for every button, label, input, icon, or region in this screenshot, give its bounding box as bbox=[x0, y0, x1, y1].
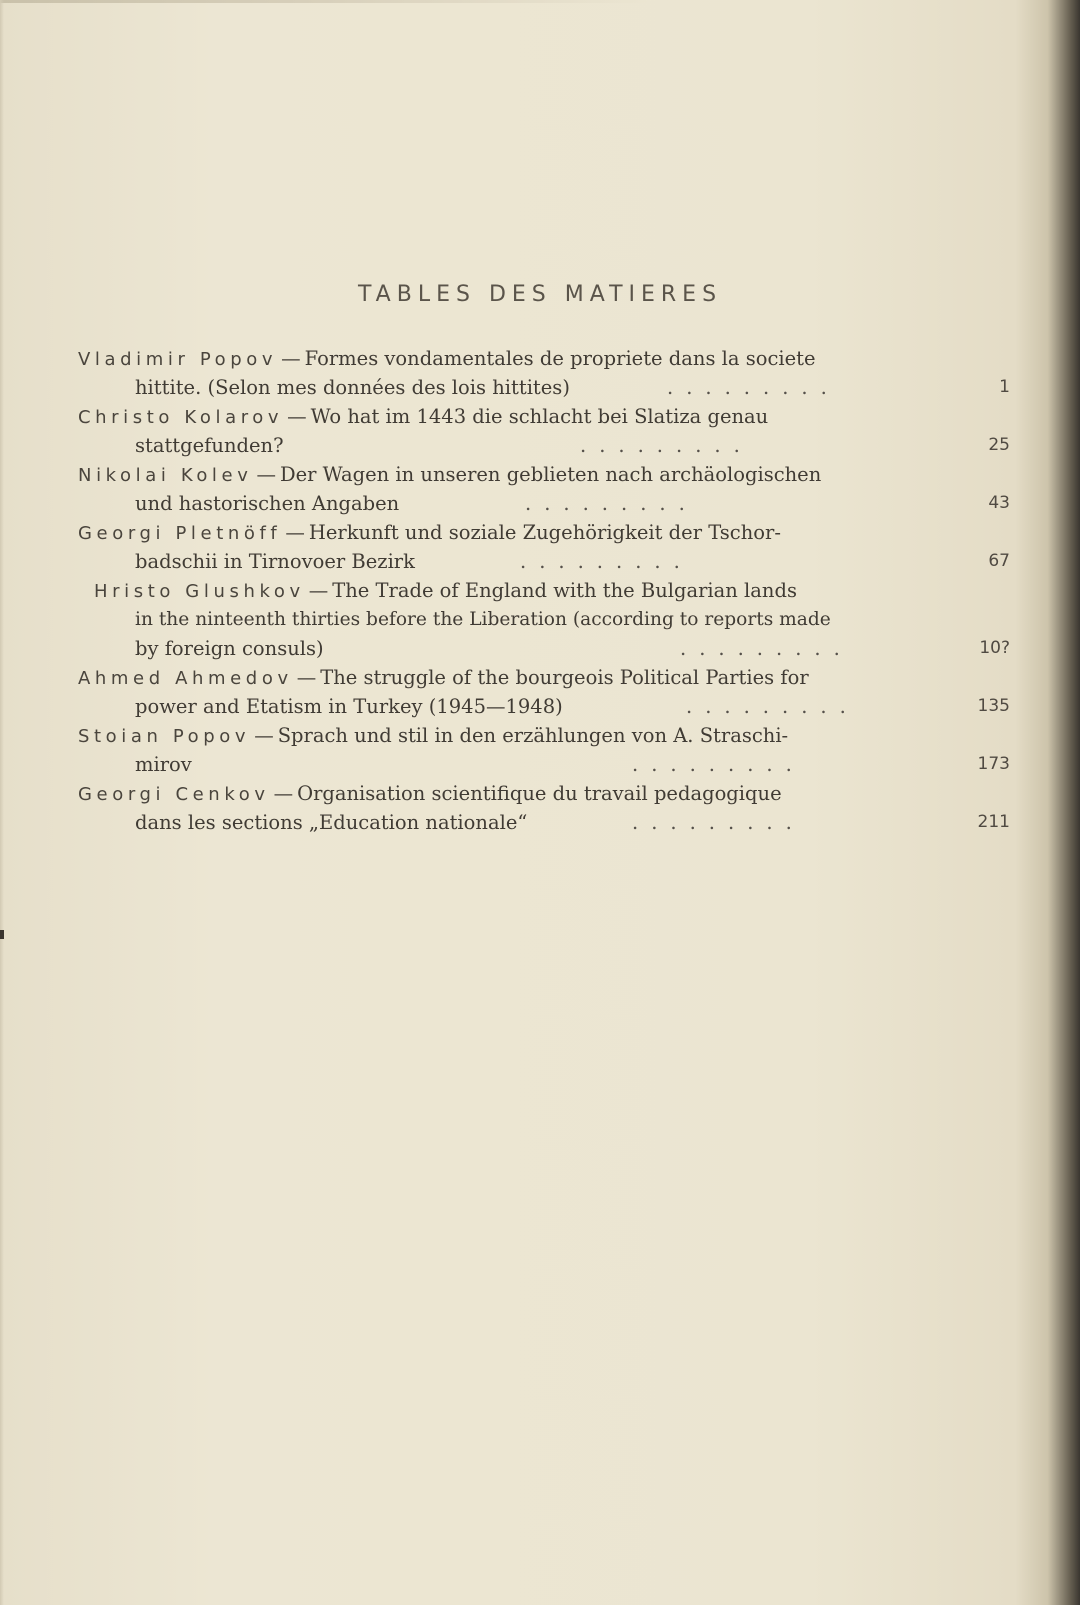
toc-entry-title-line: Wo hat im 1443 die schlacht bei Slatiza genau bbox=[310, 405, 769, 428]
toc-leader-dots: ......... bbox=[520, 550, 693, 573]
toc-entry-title-line: by foreign consuls) bbox=[135, 637, 324, 660]
toc-entry-title-line: power and Etatism in Turkey (1945—1948) bbox=[135, 695, 563, 718]
toc-entry-author: Christo Kolarov bbox=[78, 407, 284, 428]
toc-entry-title-line: dans les sections „Education nationale“ bbox=[135, 811, 528, 834]
toc-entry-author: Georgi Pletnöff bbox=[78, 523, 282, 544]
toc-leader-dots: ......... bbox=[667, 376, 840, 399]
toc-entry bbox=[0, 779, 1080, 837]
toc-entry-page: 10? bbox=[979, 638, 1010, 658]
toc-entry-title-line: Organisation scientifique du travail pedagogique bbox=[297, 782, 782, 805]
toc-entry-title-line: Der Wagen in unseren geblieten nach archäologischen bbox=[279, 463, 822, 486]
toc-entry-author: Nikolai Kolev bbox=[78, 465, 253, 486]
toc-entry-page: 1 bbox=[999, 377, 1010, 397]
toc-entry-page: 173 bbox=[977, 754, 1010, 774]
toc-entry-dash: — bbox=[287, 405, 307, 428]
toc-entry-author: Hristo Glushkov bbox=[94, 581, 305, 602]
toc-entry bbox=[0, 721, 1080, 779]
toc-entry-author: Vladimir Popov bbox=[78, 349, 278, 370]
toc-entry-dash: — bbox=[285, 521, 305, 544]
toc-entry bbox=[0, 402, 1080, 460]
toc-leader-dots: ......... bbox=[680, 637, 853, 660]
toc-leader-dots: ......... bbox=[686, 695, 859, 718]
toc-entry-title-line: stattgefunden? bbox=[135, 434, 284, 457]
toc-entry-dash: — bbox=[308, 579, 329, 602]
toc-entry-dash: — bbox=[273, 782, 294, 805]
toc-entry-page: 211 bbox=[977, 812, 1010, 832]
toc-entry-title-line: Herkunft und soziale Zugehörigkeit der Tschor- bbox=[308, 521, 781, 544]
page-top-edge bbox=[0, 0, 1080, 3]
toc-entry-page: 43 bbox=[988, 493, 1010, 513]
toc-title: TABLES DES MATIERES bbox=[357, 282, 723, 307]
toc-entry-title-line: hittite. (Selon mes données des lois hittites) bbox=[135, 376, 570, 399]
toc-entry-page: 25 bbox=[988, 435, 1010, 455]
toc-entry-page: 67 bbox=[988, 551, 1010, 571]
toc-entry-title-line: mirov bbox=[135, 753, 192, 776]
toc-entry-page: 135 bbox=[977, 696, 1010, 716]
toc-entry bbox=[0, 344, 1080, 402]
toc-entry-title-line: Sprach und stil in den erzählungen von A. Straschi- bbox=[277, 724, 789, 747]
toc-entry-title-line: in the ninteenth thirties before the Liberation (according to reports made bbox=[135, 609, 831, 630]
toc-entry-dash: — bbox=[296, 666, 317, 689]
toc-entry-title-line: The Trade of England with the Bulgarian lands bbox=[332, 579, 797, 602]
toc-leader-dots: ......... bbox=[525, 492, 698, 515]
toc-entry-title-line: The struggle of the bourgeois Political Parties for bbox=[320, 666, 809, 689]
table-of-contents bbox=[0, 344, 1080, 837]
toc-leader-dots: ......... bbox=[632, 753, 805, 776]
toc-entry-title-line: Formes vondamentales de propriete dans la societe bbox=[304, 347, 816, 370]
toc-entry-dash: — bbox=[256, 463, 276, 486]
toc-entry bbox=[0, 518, 1080, 576]
toc-entry-dash: — bbox=[254, 724, 274, 747]
toc-entry-author: Stoian Popov bbox=[78, 726, 251, 747]
toc-entry-title-line: und hastorischen Angaben bbox=[135, 492, 400, 515]
toc-entry bbox=[0, 460, 1080, 518]
toc-entry-dash: — bbox=[281, 347, 301, 370]
toc-leader-dots: ......... bbox=[632, 811, 805, 834]
page-edge-mark bbox=[0, 930, 4, 939]
toc-entry-title-line: badschii in Tirnovoer Bezirk bbox=[135, 550, 415, 573]
toc-entry-author: Georgi Cenkov bbox=[78, 784, 270, 805]
toc-entry bbox=[0, 576, 1080, 663]
toc-leader-dots: ......... bbox=[580, 434, 753, 457]
toc-entry-author: Ahmed Ahmedov bbox=[78, 668, 293, 689]
toc-entry bbox=[0, 663, 1080, 721]
